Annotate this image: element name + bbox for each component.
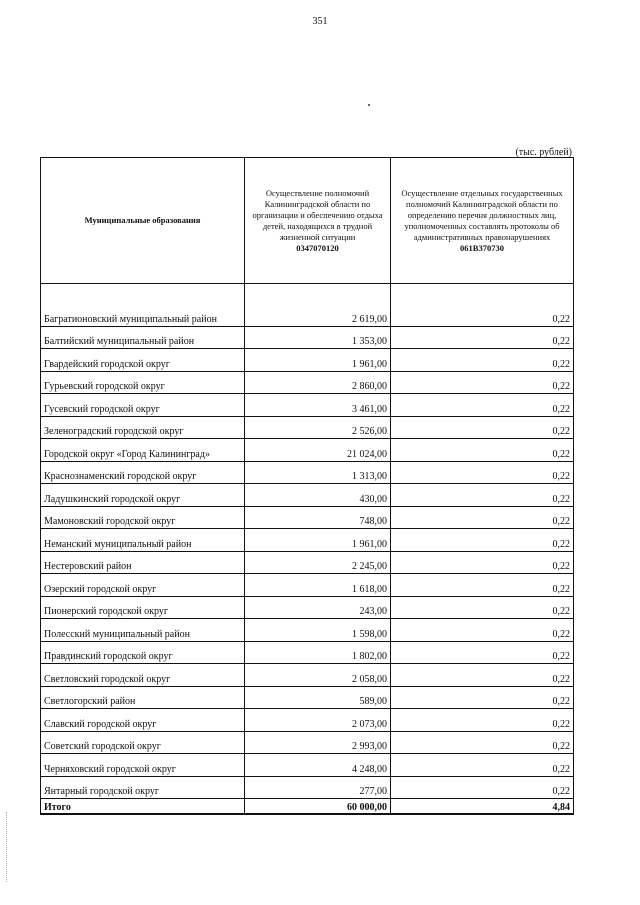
municipality-name: Светловский городской округ — [41, 664, 245, 687]
officials-list-amount: 0,22 — [391, 731, 574, 754]
children-rest-amount: 21 024,00 — [245, 439, 391, 462]
municipality-name: Гурьевский городской округ — [41, 371, 245, 394]
municipality-name: Пионерский городской округ — [41, 596, 245, 619]
officials-list-amount: 0,22 — [391, 574, 574, 597]
municipality-name: Полесский муниципальный район — [41, 619, 245, 642]
officials-list-amount: 0,22 — [391, 439, 574, 462]
table-row — [41, 551, 574, 574]
table-row — [41, 641, 574, 664]
units-label: (тыс. рублей) — [515, 147, 572, 158]
children-rest-amount: 430,00 — [245, 484, 391, 507]
header-officials-list-code: 061B370730 — [460, 242, 504, 253]
municipality-name: Краснознаменский городской округ — [41, 461, 245, 484]
total-children-rest: 60 000,00 — [245, 799, 391, 815]
officials-list-amount: 0,22 — [391, 709, 574, 732]
municipality-name: Ладушкинский городской округ — [41, 484, 245, 507]
table-row — [41, 731, 574, 754]
header-children-rest-text: Осуществление полномочий Калининградской области по организации и обеспечению отдыха детей, находящихся в трудной жизненной ситуации — [252, 187, 383, 242]
officials-list-amount: 0,22 — [391, 461, 574, 484]
page-number: 351 — [312, 16, 328, 27]
table-row — [41, 776, 574, 799]
municipality-name: Славский городской округ — [41, 709, 245, 732]
officials-list-amount: 0,22 — [391, 371, 574, 394]
municipality-name: Гвардейский городской округ — [41, 349, 245, 372]
officials-list-amount: 0,22 — [391, 619, 574, 642]
table-row — [41, 754, 574, 777]
municipality-name: Светлогорский район — [41, 686, 245, 709]
table-row — [41, 349, 574, 372]
table-row — [41, 529, 574, 552]
children-rest-amount: 3 461,00 — [245, 394, 391, 417]
municipality-name: Правдинский городской округ — [41, 641, 245, 664]
table-row — [41, 664, 574, 687]
table-header-row — [41, 158, 574, 284]
header-officials-list — [391, 158, 574, 284]
officials-list-amount: 0,22 — [391, 551, 574, 574]
table-row — [41, 484, 574, 507]
table-row — [41, 709, 574, 732]
children-rest-amount: 277,00 — [245, 776, 391, 799]
budget-table — [40, 157, 574, 815]
total-row — [41, 799, 574, 815]
officials-list-amount: 0,22 — [391, 394, 574, 417]
header-children-rest-code: 0347070120 — [296, 242, 339, 253]
children-rest-amount: 1 961,00 — [245, 349, 391, 372]
officials-list-amount: 0,22 — [391, 529, 574, 552]
children-rest-amount: 2 619,00 — [245, 304, 391, 326]
children-rest-amount: 4 248,00 — [245, 754, 391, 777]
children-rest-amount: 1 802,00 — [245, 641, 391, 664]
table-row — [41, 439, 574, 462]
header-officials-list-text: Осуществление отдельных государственных полномочий Калининградской области по определению перечня должностных лиц, уполномоченных составлять протоколы об административных правонарушениях — [401, 187, 563, 242]
children-rest-amount: 2 526,00 — [245, 416, 391, 439]
table-row — [41, 461, 574, 484]
municipality-name: Неманский муниципальный район — [41, 529, 245, 552]
officials-list-amount: 0,22 — [391, 416, 574, 439]
children-rest-amount: 2 245,00 — [245, 551, 391, 574]
table-row — [41, 416, 574, 439]
total-officials-list: 4,84 — [391, 799, 574, 815]
children-rest-amount: 2 860,00 — [245, 371, 391, 394]
header-children-rest — [245, 158, 391, 284]
table-spacer-row — [41, 284, 574, 305]
table-row — [41, 619, 574, 642]
municipality-name: Городской округ «Город Калининград» — [41, 439, 245, 462]
municipality-name: Янтарный городской округ — [41, 776, 245, 799]
officials-list-amount: 0,22 — [391, 326, 574, 349]
header-municipalities: Муниципальные образования — [41, 158, 245, 284]
officials-list-amount: 0,22 — [391, 754, 574, 777]
municipality-name: Нестеровский район — [41, 551, 245, 574]
scan-margin-mark — [6, 812, 8, 882]
children-rest-amount: 2 058,00 — [245, 664, 391, 687]
municipality-name: Зеленоградский городской округ — [41, 416, 245, 439]
children-rest-amount: 1 961,00 — [245, 529, 391, 552]
children-rest-amount: 1 353,00 — [245, 326, 391, 349]
total-label: Итого — [41, 799, 245, 815]
children-rest-amount: 1 618,00 — [245, 574, 391, 597]
children-rest-amount: 1 313,00 — [245, 461, 391, 484]
municipality-name: Советский городской округ — [41, 731, 245, 754]
officials-list-amount: 0,22 — [391, 596, 574, 619]
officials-list-amount: 0,22 — [391, 484, 574, 507]
children-rest-amount: 2 073,00 — [245, 709, 391, 732]
officials-list-amount: 0,22 — [391, 664, 574, 687]
officials-list-amount: 0,22 — [391, 349, 574, 372]
officials-list-amount: 0,22 — [391, 641, 574, 664]
children-rest-amount: 2 993,00 — [245, 731, 391, 754]
table-row — [41, 326, 574, 349]
table-row — [41, 596, 574, 619]
municipality-name: Балтийский муниципальный район — [41, 326, 245, 349]
scan-speck — [368, 104, 370, 106]
officials-list-amount: 0,22 — [391, 304, 574, 326]
municipality-name: Черняховский городской округ — [41, 754, 245, 777]
municipality-name: Багратионовский муниципальный район — [41, 304, 245, 326]
officials-list-amount: 0,22 — [391, 506, 574, 529]
table-row — [41, 574, 574, 597]
children-rest-amount: 1 598,00 — [245, 619, 391, 642]
table-row — [41, 506, 574, 529]
children-rest-amount: 748,00 — [245, 506, 391, 529]
children-rest-amount: 243,00 — [245, 596, 391, 619]
table-row — [41, 304, 574, 326]
children-rest-amount: 589,00 — [245, 686, 391, 709]
officials-list-amount: 0,22 — [391, 776, 574, 799]
table-row — [41, 394, 574, 417]
municipality-name: Гусевский городской округ — [41, 394, 245, 417]
municipality-name: Мамоновский городской округ — [41, 506, 245, 529]
table-row — [41, 371, 574, 394]
municipality-name: Озерский городской округ — [41, 574, 245, 597]
table-row — [41, 686, 574, 709]
officials-list-amount: 0,22 — [391, 686, 574, 709]
